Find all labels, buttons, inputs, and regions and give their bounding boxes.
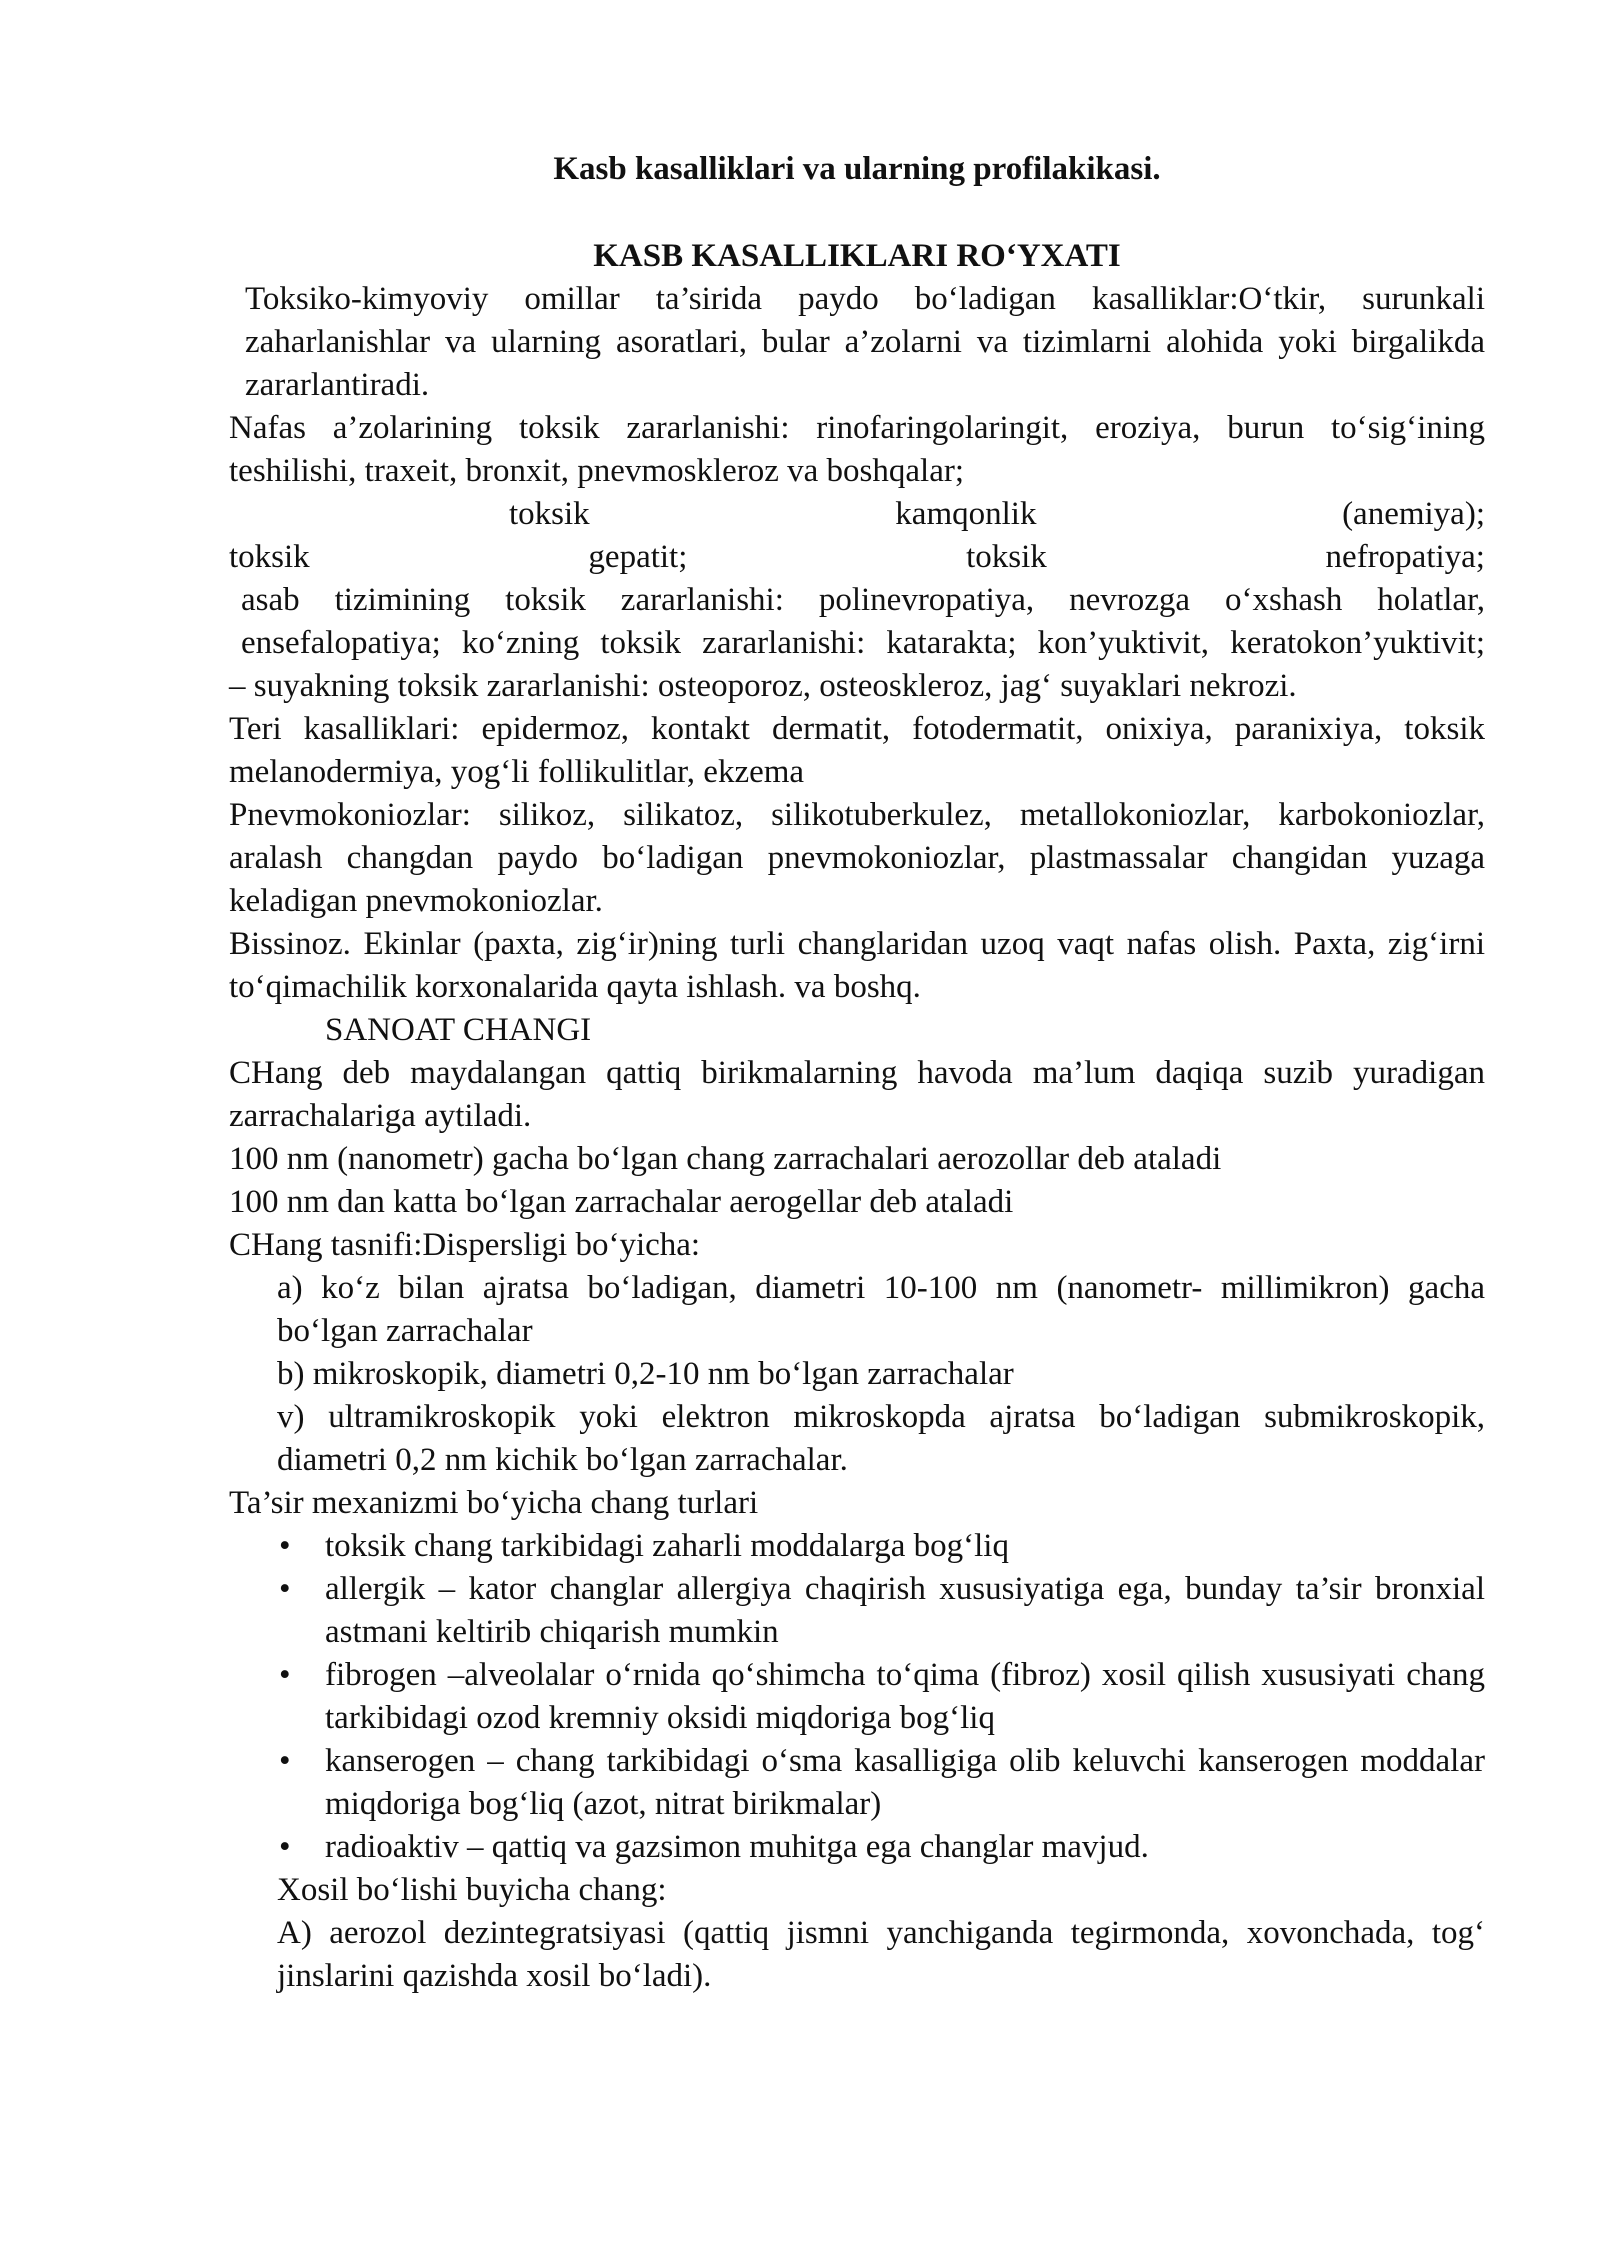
list-item [229, 1568, 1485, 1654]
aerogel-paragraph: 100 nm dan katta bo‘lgan zarrachalar aerogellar deb ataladi [229, 1184, 1014, 1220]
anemia-token: kamqonlik [895, 496, 1037, 532]
list-item [229, 1826, 1485, 1869]
anemia-line [229, 493, 1485, 536]
list-item-text: fibrogen –alveolalar o‘rnida qo‘shimcha to‘qima (fibroz) xosil qilish xususiyati chang tarkibidagi ozod kremniy oksidi miqdoriga bog‘liq [325, 1657, 1485, 1736]
bullet-icon: • [279, 1528, 291, 1564]
dispersion-item-a: a) ko‘z bilan ajratsa bo‘ladigan, diametri 10-100 nm (nanometr- millimikron) gacha bo‘lgan zarrachalar [277, 1270, 1485, 1349]
bullet-icon: • [279, 1829, 291, 1865]
dispersion-item-v: v) ultramikroskopik yoki elektron mikroskopda ajratsa bo‘ladigan submikroskopik, diametri 0,2 nm kichik bo‘lgan zarrachalar. [277, 1399, 1485, 1478]
hepatitis-token: toksik [966, 539, 1047, 575]
list-heading: KASB KASALLIKLARI RO‘YXATI [593, 238, 1121, 274]
mechanism-heading: Ta’sir mexanizmi bo‘yicha chang turlari [229, 1485, 759, 1521]
list-item [229, 1654, 1485, 1740]
dust-type-list [229, 1525, 1485, 1869]
anemia-token: toksik [509, 496, 590, 532]
industrial-dust-heading: SANOAT CHANGI [325, 1012, 592, 1048]
formation-item-a: A) aerozol dezintegratsiyasi (qattiq jismni yanchiganda tegirmonda, xovonchada, tog‘ jinslarini qazishda xosil bo‘ladi). [277, 1915, 1485, 1994]
document-body [229, 148, 1485, 1998]
list-item-text: toksik chang tarkibidagi zaharli moddalarga bog‘liq [325, 1528, 1009, 1564]
document-title: Kasb kasalliklari va ularning profilakikasi. [553, 151, 1161, 187]
list-item-text: allergik – kator changlar allergiya chaqirish xususiyatiga ega, bunday ta’sir bronxial astmani keltirib chiqarish mumkin [325, 1571, 1485, 1650]
list-item-text: kanserogen – chang tarkibidagi o‘sma kasalligiga olib keluvchi kanserogen moddalar miqdoriga bog‘liq (azot, nitrat birikmalar) [325, 1743, 1485, 1822]
list-item [229, 1740, 1485, 1826]
pneumoconiosis-paragraph: Pnevmokoniozlar: silikoz, silikatoz, silikotuberkulez, metallokoniozlar, karbokoniozlar, aralash changdan paydo bo‘ladigan pnevmokoniozlar, plastmassalar changidan yuzaga keladigan pnevmokoniozlar. [229, 797, 1485, 919]
anemia-token: (anemiya); [1342, 496, 1485, 532]
bullet-icon: • [279, 1657, 291, 1693]
list-item [229, 1525, 1485, 1568]
aerosol-paragraph: 100 nm (nanometr) gacha bo‘lgan chang zarrachalari aerozollar deb ataladi [229, 1141, 1222, 1177]
toxic-intro-paragraph: Toksiko-kimyoviy omillar ta’sirida paydo bo‘ladigan kasalliklar:O‘tkir, surunkali zaharlanishlar va ularning asoratlari, bular a’zolarni va tizimlarni alohida yoki birgalikda zararlantiradi. [245, 281, 1485, 403]
hepatitis-line [229, 536, 1485, 579]
bone-paragraph: – suyakning toksik zararlanishi: osteoporoz, osteoskleroz, jag‘ suyaklari nekrozi. [229, 668, 1297, 704]
dispersion-item-b: b) mikroskopik, diametri 0,2-10 nm bo‘lgan zarrachalar [277, 1356, 1014, 1392]
respiratory-paragraph: Nafas a’zolarining toksik zararlanishi: rinofaringolaringit, eroziya, burun to‘sig‘ining teshilishi, traxeit, bronxit, pnevmoskleroz va boshqalar; [229, 410, 1485, 489]
bullet-icon: • [279, 1743, 291, 1779]
classification-paragraph: CHang tasnifi:Dispersligi bo‘yicha: [229, 1227, 701, 1263]
hepatitis-token: gepatit; [588, 539, 688, 575]
formation-heading: Xosil bo‘lishi buyicha chang: [277, 1872, 667, 1908]
nervous-system-paragraph: asab tizimining toksik zararlanishi: polinevropatiya, nevrozga o‘xshash holatlar, ensefalopatiya; ko‘zning toksik zararlanishi: katarakta; kon’yuktivit, keratokon’yuktivit; [241, 582, 1485, 661]
hepatitis-token: nefropatiya; [1325, 539, 1485, 575]
byssinosis-paragraph: Bissinoz. Ekinlar (paxta, zig‘ir)ning turli changlaridan uzoq vaqt nafas olish. Paxta, zig‘irni to‘qimachilik korxonalarida qayta ishlash. va boshq. [229, 926, 1485, 1005]
list-item-text: radioaktiv – qattiq va gazsimon muhitga ega changlar mavjud. [325, 1829, 1149, 1865]
bullet-icon: • [279, 1571, 291, 1607]
dust-definition-paragraph: CHang deb maydalangan qattiq birikmalarning havoda ma’lum daqiqa suzib yuradigan zarrachalariga aytiladi. [229, 1055, 1485, 1134]
skin-paragraph: Teri kasalliklari: epidermoz, kontakt dermatit, fotodermatit, onixiya, paranixiya, toksik melanodermiya, yog‘li follikulitlar, ekzema [229, 711, 1485, 790]
hepatitis-token: toksik [229, 539, 310, 575]
